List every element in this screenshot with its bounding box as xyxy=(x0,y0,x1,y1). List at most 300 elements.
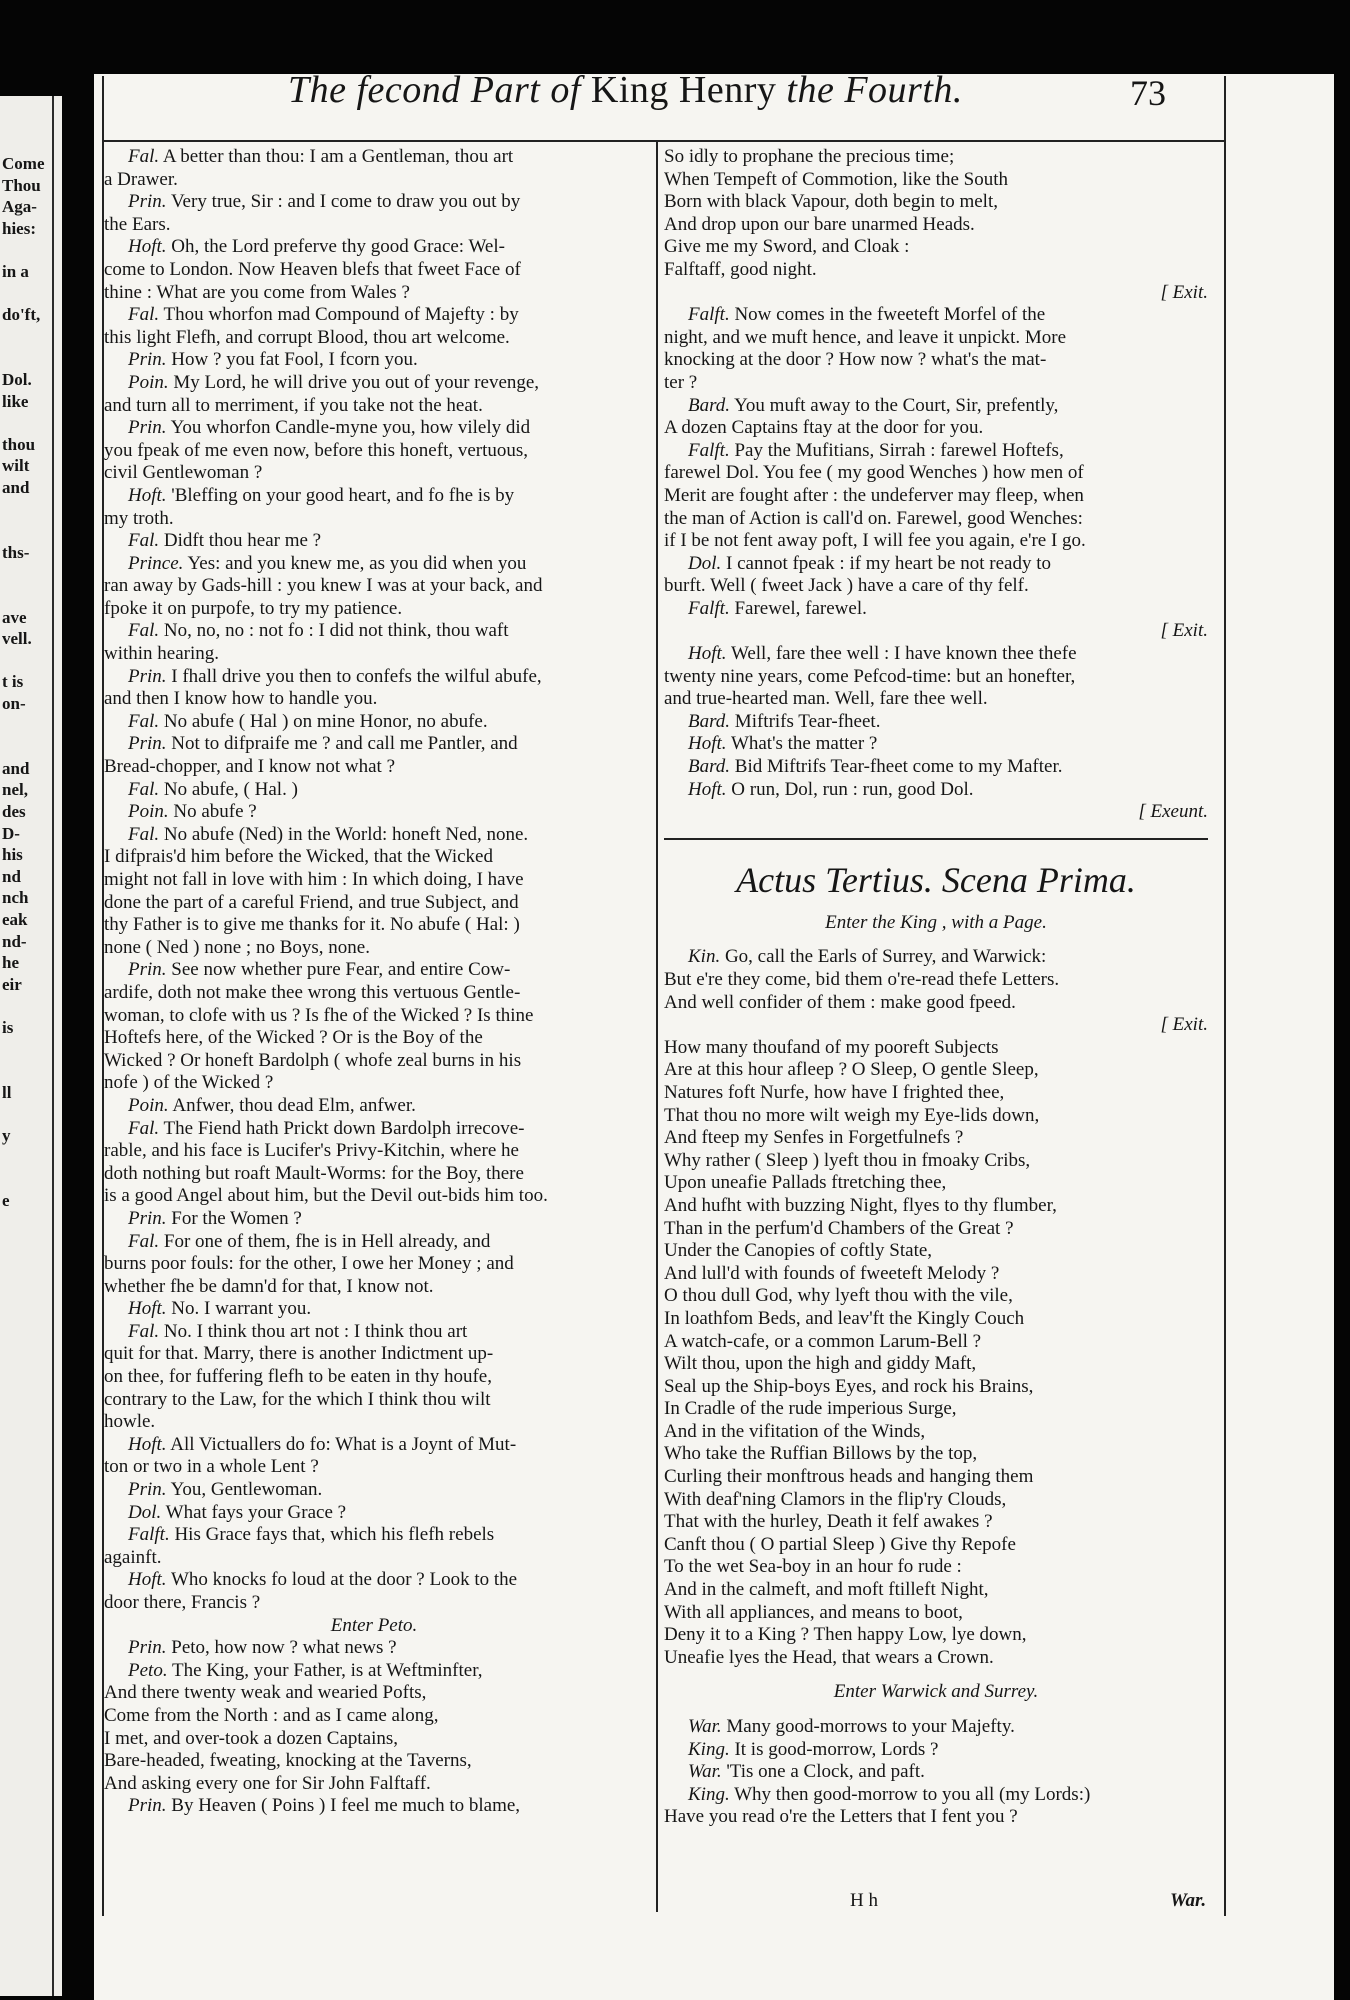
line-text: fpoke it on purpofe, to try my patience. xyxy=(104,597,403,619)
line-text: To the wet Sea-boy in an hour fo rude : xyxy=(664,1556,962,1578)
text-line xyxy=(664,969,1208,992)
line-text: No abufe ? xyxy=(168,801,257,823)
text-line xyxy=(104,1773,644,1796)
line-text: Deny it to a King ? Then happy Low, lye down, xyxy=(664,1624,1027,1646)
line-text: No, no, no : not fo : I did not think, thou waft xyxy=(159,620,509,642)
line-text: Why rather ( Sleep ) lyeft thou in fmoaky Cribs, xyxy=(664,1149,1031,1171)
text-line xyxy=(664,1127,1208,1150)
dialogue-end xyxy=(664,1716,1208,1829)
line-text: the man of Action is call'd on. Farewel, good Wenches: xyxy=(664,507,1083,529)
speaker-name: Prin. xyxy=(128,1207,167,1229)
stage-direction-entry: Enter the King , with a Page. xyxy=(825,911,1047,933)
previous-page-fragment: is xyxy=(2,1018,14,1037)
previous-page-fragment: and xyxy=(2,478,30,497)
line-text: Under the Canopies of coftly State, xyxy=(664,1240,933,1262)
text-line xyxy=(664,169,1208,192)
text-line xyxy=(104,824,644,847)
speaker-name: Prin. xyxy=(128,1637,167,1659)
line-text: Peto, how now ? what news ? xyxy=(166,1637,397,1659)
speaker-name: Fal. xyxy=(128,710,160,732)
line-text: Farewel, farewel. xyxy=(729,597,867,619)
text-line xyxy=(664,214,1208,237)
line-text: Miftrifs Tear-fheet. xyxy=(730,710,881,732)
text-line xyxy=(664,1105,1208,1128)
line-text: Falftaff, good night. xyxy=(664,258,817,280)
text-line xyxy=(104,1095,644,1118)
previous-page-edge xyxy=(0,96,62,1996)
text-line xyxy=(664,1784,1208,1807)
speaker-name: Poin. xyxy=(128,801,169,823)
line-text: thine : What are you come from Wales ? xyxy=(104,281,410,303)
line-text: knocking at the door ? How now ? what's the mat- xyxy=(664,349,1047,371)
right-column xyxy=(664,146,1208,1829)
line-text: And in the calmeft, and moft ftilleft Night, xyxy=(664,1579,989,1601)
text-line xyxy=(104,462,644,485)
speaker-name: Falft. xyxy=(688,597,730,619)
line-text: Than in the perfum'd Chambers of the Great ? xyxy=(664,1217,1014,1239)
line-text: Bid Miftrifs Tear-fheet come to my Mafter. xyxy=(730,756,1063,778)
previous-page-fragment: eir xyxy=(2,974,22,994)
text-line xyxy=(104,530,644,553)
line-text: O run, Dol, run : run, good Dol. xyxy=(726,778,974,800)
line-text: No. I warrant you. xyxy=(166,1298,312,1320)
previous-page-fragment: on- xyxy=(2,694,26,713)
speaker-name: Hoft. xyxy=(128,1433,167,1455)
line-text: Bread-chopper, and I know not what ? xyxy=(104,756,396,778)
previous-page-fragment: and xyxy=(2,758,30,778)
text-line xyxy=(664,1556,1208,1579)
speaker-name: Dol. xyxy=(688,552,722,574)
text-line xyxy=(104,372,644,395)
speaker-name: Prince. xyxy=(128,552,184,574)
speaker-name: Dol. xyxy=(128,1501,162,1523)
line-text: none ( Ned ) none ; no Boys, none. xyxy=(104,936,370,958)
line-text: come to London. Now Heaven blefs that fweet Face of xyxy=(104,258,521,280)
text-line xyxy=(664,1511,1208,1534)
text-line xyxy=(104,1321,644,1344)
text-line xyxy=(104,779,644,802)
text-line xyxy=(664,462,1208,485)
line-text: Born with black Vapour, doth begin to melt, xyxy=(664,191,998,213)
text-line xyxy=(104,937,644,960)
text-line xyxy=(104,1456,644,1479)
line-text: With deaf'ning Clamors in the flip'ry Clouds, xyxy=(664,1488,1007,1510)
text-line xyxy=(664,417,1208,440)
line-text: Now comes in the fweeteft Morfel of the xyxy=(729,304,1046,326)
previous-page-fragment: vell. xyxy=(2,629,32,649)
text-line xyxy=(664,1806,1208,1829)
line-text: No abufe ( Hal ) on mine Honor, no abufe. xyxy=(159,710,488,732)
line-text: What's the matter ? xyxy=(726,733,878,755)
text-line xyxy=(104,1276,644,1299)
text-line xyxy=(104,1298,644,1321)
text-line xyxy=(104,1795,644,1818)
line-text: For one of them, fhe is in Hell already, and xyxy=(159,1230,491,1252)
speaker-name: Falft. xyxy=(688,304,730,326)
text-line xyxy=(104,1208,644,1231)
text-line xyxy=(664,508,1208,531)
speaker-name: Bard. xyxy=(688,394,731,416)
speaker-name: Prin. xyxy=(128,1479,167,1501)
text-line xyxy=(104,327,644,350)
text-line xyxy=(104,146,644,169)
king-speech xyxy=(664,946,1208,1669)
left-column xyxy=(104,146,644,1818)
previous-page-fragment: des xyxy=(2,802,26,821)
catchword: War. xyxy=(1170,1890,1207,1911)
speaker-name: War. xyxy=(688,1716,722,1737)
previous-page-fragment: wilt xyxy=(2,456,30,476)
line-text: Not to difpraife me ? and call me Pantler, and xyxy=(166,733,518,755)
line-text: within hearing. xyxy=(104,643,220,665)
line-text: Have you read o're the Letters that I fent you ? xyxy=(664,1806,1018,1828)
line-text: Very true, Sir : and I come to draw you out by xyxy=(166,191,521,213)
text-line xyxy=(104,282,644,305)
line-text: ter ? xyxy=(664,371,698,393)
speaker-name: Falft. xyxy=(128,1524,170,1546)
speaker-name: Fal. xyxy=(128,530,160,552)
text-line xyxy=(664,259,1208,282)
scene-divider xyxy=(664,838,1208,840)
previous-page-fragment: do'ft, xyxy=(2,305,41,325)
text-line xyxy=(104,982,644,1005)
text-line xyxy=(104,191,644,214)
text-line xyxy=(104,892,644,915)
text-line xyxy=(104,914,644,937)
line-text: In loathfom Beds, and leav'ft the Kingly Couch xyxy=(664,1307,1025,1329)
speaker-name: Hoft. xyxy=(128,236,167,258)
text-line xyxy=(104,643,644,666)
line-text: is a good Angel about him, but the Devil out-bids him too. xyxy=(104,1185,548,1207)
line-text: door there, Francis ? xyxy=(104,1592,261,1613)
text-line xyxy=(664,1059,1208,1082)
text-line xyxy=(664,688,1208,711)
text-line xyxy=(664,666,1208,689)
text-line xyxy=(104,711,644,734)
speaker-name: Fal. xyxy=(128,1320,160,1342)
line-text: Hoftefs here, of the Wicked ? Or is the Boy of the xyxy=(104,1027,483,1049)
line-text: ton or two in a whole Lent ? xyxy=(104,1456,319,1478)
line-text: rable, and his face is Lucifer's Privy-Kitchin, where he xyxy=(104,1140,519,1162)
text-line xyxy=(664,553,1208,576)
text-line xyxy=(664,327,1208,350)
line-text: 'Bleffing on your good heart, and fo fhe is by xyxy=(166,484,515,506)
text-line xyxy=(664,1647,1208,1670)
line-text: You, Gentlewoman. xyxy=(166,1479,323,1501)
text-line xyxy=(104,1547,644,1570)
speaker-name: Poin. xyxy=(128,1094,169,1116)
line-text: Thou whorfon mad Compound of Majefty : by xyxy=(159,304,519,326)
text-line xyxy=(104,1343,644,1366)
text-line xyxy=(664,530,1208,553)
line-text: Pay the Mufitians, Sirrah : farewel Hoftefs, xyxy=(729,439,1064,461)
line-text: See now whether pure Fear, and entire Cow- xyxy=(166,959,511,981)
text-line xyxy=(104,598,644,621)
text-line xyxy=(104,1569,644,1592)
text-line xyxy=(664,1739,1208,1762)
speaker-name: Fal. xyxy=(128,778,160,800)
text-line xyxy=(664,643,1208,666)
line-text: this light Flefh, and corrupt Blood, thou art welcome. xyxy=(104,326,510,348)
previous-page-fragment: Aga- xyxy=(2,197,37,217)
line-text: You muft away to the Court, Sir, prefently, xyxy=(730,394,1059,416)
text-line xyxy=(104,1479,644,1502)
text-line xyxy=(104,846,644,869)
line-text: A better than thou: I am a Gentleman, thou art xyxy=(159,146,514,167)
line-text: thy Father is to give me thanks for it. No abufe ( Hal: ) xyxy=(104,914,520,936)
text-line xyxy=(104,1050,644,1073)
line-text: A watch-cafe, or a common Larum-Bell ? xyxy=(664,1330,982,1352)
text-line xyxy=(104,169,644,192)
line-text: burns poor fouls: for the other, I owe her Money ; and xyxy=(104,1253,514,1275)
stage-direction-enter-warwick: Enter Warwick and Surrey. xyxy=(833,1681,1039,1703)
signature-mark: H h xyxy=(850,1890,878,1911)
text-line xyxy=(104,1592,644,1615)
text-line xyxy=(104,485,644,508)
text-line xyxy=(104,508,644,531)
text-line xyxy=(664,191,1208,214)
speaker-name: King. xyxy=(688,1783,730,1805)
line-text: That thou no more wilt weigh my Eye-lids down, xyxy=(664,1104,1040,1126)
speaker-name: Fal. xyxy=(128,146,160,167)
text-line xyxy=(664,236,1208,259)
speaker-name: Prin. xyxy=(128,417,167,439)
text-line xyxy=(664,1489,1208,1512)
line-text: And in the vifitation of the Winds, xyxy=(664,1420,926,1442)
speaker-name: Fal. xyxy=(128,1230,160,1252)
text-line xyxy=(104,304,644,327)
previous-page-fragment: thou xyxy=(2,434,36,454)
text-line xyxy=(104,553,644,576)
line-text: whether fhe be damn'd for that, I know not. xyxy=(104,1275,434,1297)
line-text: How many thoufand of my pooreft Subjects xyxy=(664,1036,999,1058)
line-text: Seal up the Ship-boys Eyes, and rock his Brains, xyxy=(664,1375,1034,1397)
previous-page-fragment: e xyxy=(2,1190,10,1210)
line-text: Wilt thou, upon the high and giddy Maft, xyxy=(664,1353,977,1375)
line-text: What fays your Grace ? xyxy=(161,1501,347,1523)
line-text: Uneafie lyes the Head, that wears a Crown. xyxy=(664,1646,994,1668)
speaker-name: Hoft. xyxy=(688,643,727,665)
line-text: Curling their monftrous heads and hanging them xyxy=(664,1466,1034,1488)
text-line xyxy=(104,1231,644,1254)
text-line xyxy=(664,1195,1208,1218)
line-text: my troth. xyxy=(104,507,174,529)
column-rule xyxy=(656,142,658,1912)
line-text: Canft thou ( O partial Sleep ) Give thy Repofe xyxy=(664,1533,1016,1555)
line-text: and true-hearted man. Well, fare thee well. xyxy=(664,688,988,710)
line-text: Yes: and you knew me, as you did when you xyxy=(183,552,527,574)
text-line xyxy=(664,1172,1208,1195)
line-text: Anfwer, thou dead Elm, anfwer. xyxy=(168,1094,416,1116)
line-text: night, and we muft hence, and leave it unpickt. More xyxy=(664,326,1067,348)
previous-page-fragment: like xyxy=(2,391,29,411)
line-text: Well, fare thee well : I have known thee thefe xyxy=(726,643,1077,665)
previous-page-fragment: nd- xyxy=(2,931,27,951)
line-text: if I be not fent away poft, I will fee you again, e're I go. xyxy=(664,530,1086,552)
text-line xyxy=(664,440,1208,463)
text-line xyxy=(104,1637,644,1660)
text-line xyxy=(104,1027,644,1050)
line-text: 'Tis one a Clock, and paft. xyxy=(721,1761,925,1783)
line-text: O thou dull God, why lyeft thou with the vile, xyxy=(664,1285,1013,1307)
line-text: And asking every one for Sir John Falftaff. xyxy=(104,1772,431,1794)
previous-page-fragment: Thou xyxy=(2,175,41,195)
text-line xyxy=(664,711,1208,734)
previous-page-fragment: eak xyxy=(2,910,28,929)
line-text: twenty nine years, come Pefcod-time: but an honefter, xyxy=(664,665,1076,687)
line-text: That with the hurley, Death it felf awakes ? xyxy=(664,1511,993,1533)
speaker-name: Fal. xyxy=(128,304,160,326)
line-text: And lull'd with founds of fweeteft Melody ? xyxy=(664,1262,1000,1284)
line-text: Are at this hour afleep ? O Sleep, O gentle Sleep, xyxy=(664,1059,1039,1081)
line-text: Didft thou hear me ? xyxy=(159,530,322,552)
speaker-name: Hoft. xyxy=(128,1569,167,1591)
previous-page-fragment: Come xyxy=(2,154,45,173)
page-number: 73 xyxy=(1130,73,1166,113)
text-line xyxy=(664,485,1208,508)
text-line xyxy=(664,1240,1208,1263)
line-text: howle. xyxy=(104,1411,156,1433)
text-line xyxy=(664,395,1208,418)
line-text: The King, your Father, is at Weftminfter, xyxy=(167,1659,483,1681)
previous-page-fragment: t is xyxy=(2,672,24,692)
text-line xyxy=(104,1524,644,1547)
text-line xyxy=(104,1163,644,1186)
line-text: Come from the North : and as I came along, xyxy=(104,1704,439,1726)
speaker-name: Fal. xyxy=(128,620,160,642)
act-title: Actus Tertius. Scena Prima. xyxy=(736,859,1136,900)
line-text: Who knocks fo loud at the door ? Look to the xyxy=(166,1569,518,1591)
previous-page-fragment: he xyxy=(2,953,19,973)
text-line xyxy=(104,440,644,463)
speaker-name: Prin. xyxy=(128,349,167,371)
previous-page-fragment: D- xyxy=(2,823,20,843)
text-line xyxy=(664,1421,1208,1444)
text-line xyxy=(104,756,644,779)
text-line xyxy=(664,1534,1208,1557)
line-text: Merit are fought after : the undeferver may fleep, when xyxy=(664,484,1084,506)
speaker-name: Prin. xyxy=(128,733,167,755)
line-text: With all appliances, and means to boot, xyxy=(664,1601,963,1623)
text-line xyxy=(104,1682,644,1705)
text-line xyxy=(104,1411,644,1434)
line-text: And hufht with buzzing Night, flyes to thy flumber, xyxy=(664,1194,1057,1216)
text-line xyxy=(664,304,1208,327)
line-text: So idly to prophane the precious time; xyxy=(664,146,955,167)
line-text: Go, call the Earls of Surrey, and Warwick: xyxy=(720,946,1047,968)
text-line xyxy=(664,575,1208,598)
text-line xyxy=(104,259,644,282)
line-text: A dozen Captains ftay at the door for you. xyxy=(664,417,984,439)
speaker-name: Hoft. xyxy=(688,733,727,755)
text-line xyxy=(104,575,644,598)
line-text: Oh, the Lord preferve thy good Grace: Wel- xyxy=(166,236,505,258)
line-text: againft. xyxy=(104,1546,162,1568)
text-line xyxy=(104,1253,644,1276)
text-line xyxy=(104,1728,644,1751)
line-text: But e're they come, bid them o're-read thefe Letters. xyxy=(664,969,1060,990)
text-line xyxy=(664,992,1208,1015)
speaker-name: Peto. xyxy=(128,1659,168,1681)
header-rule xyxy=(102,140,1224,142)
text-line xyxy=(104,1389,644,1412)
line-text: burft. Well ( fweet Jack ) have a care of thy felf. xyxy=(664,575,1029,597)
line-text: ran away by Gads-hill : you knew I was at your back, and xyxy=(104,575,543,597)
line-text: might not fall in love with him : In which doing, I have xyxy=(104,869,524,890)
previous-page-fragment: his xyxy=(2,845,23,865)
speaker-name: Bard. xyxy=(688,710,731,732)
text-line xyxy=(664,1285,1208,1308)
line-text: No. I think thou art not : I think thou art xyxy=(159,1320,468,1342)
text-line xyxy=(664,1263,1208,1286)
text-line xyxy=(104,395,644,418)
text-line xyxy=(104,666,644,689)
text-line xyxy=(104,214,644,237)
speaker-name: Prin. xyxy=(128,959,167,981)
line-text: The Fiend hath Prickt down Bardolph irrecove- xyxy=(159,1117,525,1139)
text-line xyxy=(664,598,1208,621)
line-text: I cannot fpeak : if my heart be not ready to xyxy=(721,552,1051,574)
text-line xyxy=(664,756,1208,779)
text-line xyxy=(664,1376,1208,1399)
text-line xyxy=(104,1366,644,1389)
line-text: nofe ) of the Wicked ? xyxy=(104,1072,274,1094)
running-title: The fecond Part of King Henry the Fourth. xyxy=(288,69,963,111)
line-text: done the part of a careful Friend, and true Subject, and xyxy=(104,891,519,913)
line-text: And drop upon our bare unarmed Heads. xyxy=(664,213,975,235)
line-text: Bare-headed, fweating, knocking at the Taverns, xyxy=(104,1750,472,1772)
text-line xyxy=(104,620,644,643)
text-line xyxy=(664,1761,1208,1784)
line-text: contrary to the Law, for the which I think thou wilt xyxy=(104,1388,491,1410)
exit-direction: [ Exit. xyxy=(1160,281,1208,303)
speaker-name: Hoft. xyxy=(128,1298,167,1320)
line-text: How ? you fat Fool, I fcorn you. xyxy=(166,349,418,371)
speaker-name: King. xyxy=(688,1738,730,1760)
line-text: And well confider of them : make good fpeed. xyxy=(664,991,1016,1013)
line-text: All Victuallers do fo: What is a Joynt of Mut- xyxy=(166,1433,517,1455)
text-line xyxy=(664,372,1208,395)
speaker-name: Fal. xyxy=(128,1117,160,1139)
speaker-name: Prin. xyxy=(128,191,167,213)
text-line xyxy=(664,1624,1208,1647)
line-text: woman, to clofe with us ? Is fhe of the Wicked ? Is thine xyxy=(104,1004,534,1026)
line-text: By Heaven ( Poins ) I feel me much to blame, xyxy=(166,1795,521,1817)
line-text: In Cradle of the rude imperious Surge, xyxy=(664,1398,957,1420)
line-text: ardife, doth not make thee wrong this vertuous Gentle- xyxy=(104,981,521,1003)
speaker-name: Hoft. xyxy=(688,778,727,800)
text-line xyxy=(664,1353,1208,1376)
speaker-name: Falft. xyxy=(688,439,730,461)
text-line xyxy=(664,1308,1208,1331)
text-line xyxy=(664,733,1208,756)
line-text: doth nothing but roaft Mault-Worms: for the Boy, there xyxy=(104,1162,524,1184)
text-line xyxy=(104,959,644,982)
text-line xyxy=(104,1705,644,1728)
text-line xyxy=(104,1072,644,1095)
line-text: Who take the Ruffian Billows by the top, xyxy=(664,1443,978,1465)
text-line xyxy=(664,349,1208,372)
text-line xyxy=(104,1750,644,1773)
exit-direction: [ Exit. xyxy=(1160,620,1208,642)
line-text: Upon uneafie Pallads ftretching thee, xyxy=(664,1172,947,1194)
line-text: And fteep my Senfes in Forgetfulnefs ? xyxy=(664,1127,964,1149)
previous-page-fragment: nch xyxy=(2,888,29,908)
scene-end-text xyxy=(664,146,1208,824)
line-text: and turn all to merriment, if you take not the heat. xyxy=(104,394,483,416)
text-line xyxy=(664,1466,1208,1489)
text-line xyxy=(664,1037,1208,1060)
